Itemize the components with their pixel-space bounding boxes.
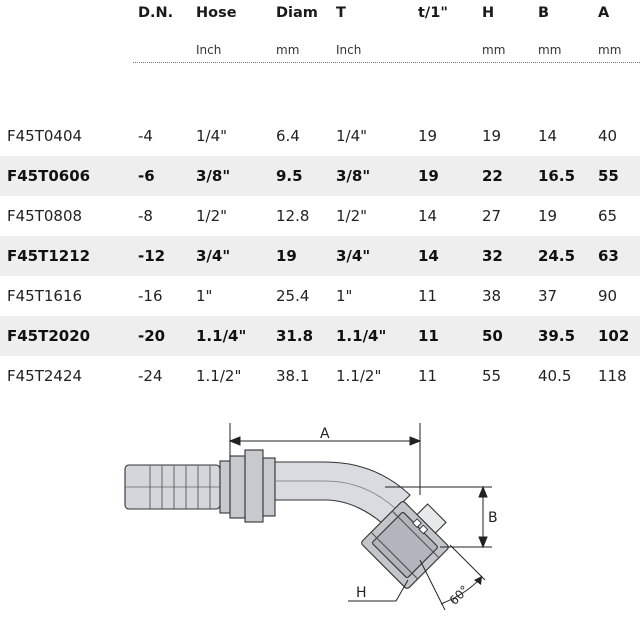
table-cell: 37 bbox=[538, 287, 558, 305]
unit-b: mm bbox=[538, 43, 562, 57]
header-diam: Diam bbox=[276, 5, 318, 21]
table-cell: 1/2" bbox=[336, 207, 368, 225]
unit-diam: mm bbox=[276, 43, 300, 57]
header-b: B bbox=[538, 5, 550, 21]
table-row bbox=[0, 236, 640, 276]
table-row bbox=[0, 316, 640, 356]
part-code: F45T0606 bbox=[7, 167, 91, 185]
table-cell: 40 bbox=[598, 127, 618, 145]
table-cell: -20 bbox=[138, 327, 166, 345]
part-code: F45T1212 bbox=[7, 247, 91, 265]
table-cell: -16 bbox=[138, 287, 163, 305]
table-cell: 24.5 bbox=[538, 247, 576, 265]
table-cell: 50 bbox=[482, 327, 503, 345]
table-cell: 65 bbox=[598, 207, 618, 225]
table-cell: 22 bbox=[482, 167, 503, 185]
table-cell: 1.1/2" bbox=[336, 367, 382, 385]
table-cell: 32 bbox=[482, 247, 503, 265]
table-cell: 16.5 bbox=[538, 167, 576, 185]
table-cell: 6.4 bbox=[276, 127, 300, 145]
header-hose: Hose bbox=[196, 5, 237, 21]
table-cell: 3/4" bbox=[196, 247, 231, 265]
table-cell: 1.1/2" bbox=[196, 367, 242, 385]
part-code: F45T0404 bbox=[7, 127, 83, 145]
table-row bbox=[0, 196, 640, 236]
table-cell: 90 bbox=[598, 287, 618, 305]
angle-label: 60° bbox=[446, 582, 472, 608]
table-cell: 102 bbox=[598, 327, 630, 345]
table-cell: 11 bbox=[418, 367, 438, 385]
table-cell: 19 bbox=[538, 207, 558, 225]
table-cell: 19 bbox=[276, 247, 297, 265]
part-code: F45T0808 bbox=[7, 207, 83, 225]
table-cell: 1.1/4" bbox=[336, 327, 387, 345]
header-h: H bbox=[482, 5, 495, 21]
table-cell: 3/8" bbox=[336, 167, 371, 185]
table-cell: -24 bbox=[138, 367, 163, 385]
table-cell: 118 bbox=[598, 367, 627, 385]
table-cell: 27 bbox=[482, 207, 502, 225]
table-cell: 55 bbox=[482, 367, 502, 385]
table-row bbox=[0, 156, 640, 196]
table-cell: -12 bbox=[138, 247, 166, 265]
table-row bbox=[0, 356, 640, 396]
table-cell: 3/8" bbox=[196, 167, 231, 185]
table-cell: 1" bbox=[196, 287, 213, 305]
table-cell: 14 bbox=[418, 247, 439, 265]
table-cell: 39.5 bbox=[538, 327, 576, 345]
fitting-drawing bbox=[0, 420, 640, 640]
dimension-h-label: H bbox=[356, 585, 367, 601]
table-cell: 19 bbox=[418, 127, 438, 145]
table-cell: 31.8 bbox=[276, 327, 314, 345]
unit-a: mm bbox=[598, 43, 622, 57]
table-cell: 1/4" bbox=[336, 127, 368, 145]
table-cell: 9.5 bbox=[276, 167, 303, 185]
table-cell: 1.1/4" bbox=[196, 327, 247, 345]
table-cell: 1" bbox=[336, 287, 353, 305]
table-cell: 12.8 bbox=[276, 207, 310, 225]
part-code: F45T2020 bbox=[7, 327, 91, 345]
table-cell: 11 bbox=[418, 327, 439, 345]
dimension-b-label: B bbox=[488, 510, 498, 526]
table-cell: 11 bbox=[418, 287, 438, 305]
part-code: F45T2424 bbox=[7, 367, 83, 385]
table-cell: 19 bbox=[418, 167, 439, 185]
table-cell: 55 bbox=[598, 167, 619, 185]
header-divider bbox=[133, 62, 640, 63]
unit-h: mm bbox=[482, 43, 506, 57]
table-cell: 1/2" bbox=[196, 207, 228, 225]
header-dn: D.N. bbox=[138, 5, 174, 21]
hose-tail bbox=[125, 465, 230, 509]
table-cell: 38.1 bbox=[276, 367, 310, 385]
table-cell: 1/4" bbox=[196, 127, 228, 145]
table-cell: 25.4 bbox=[276, 287, 310, 305]
table-cell: -6 bbox=[138, 167, 155, 185]
table-cell: 40.5 bbox=[538, 367, 572, 385]
unit-t: Inch bbox=[336, 43, 362, 57]
header-a: A bbox=[598, 5, 610, 21]
dimension-a-label: A bbox=[320, 426, 330, 442]
header-t: T bbox=[336, 5, 346, 21]
table-cell: 3/4" bbox=[336, 247, 371, 265]
header-t-per-inch: t/1" bbox=[418, 5, 448, 21]
table-cell: 14 bbox=[538, 127, 558, 145]
table-cell: 38 bbox=[482, 287, 502, 305]
table-cell: 19 bbox=[482, 127, 502, 145]
table-cell: 63 bbox=[598, 247, 619, 265]
unit-hose: Inch bbox=[196, 43, 222, 57]
collar bbox=[220, 450, 275, 522]
table-cell: -4 bbox=[138, 127, 153, 145]
table-cell: -8 bbox=[138, 207, 153, 225]
table-row bbox=[0, 276, 640, 316]
part-code: F45T1616 bbox=[7, 287, 83, 305]
table-row bbox=[0, 116, 640, 156]
table-cell: 14 bbox=[418, 207, 438, 225]
